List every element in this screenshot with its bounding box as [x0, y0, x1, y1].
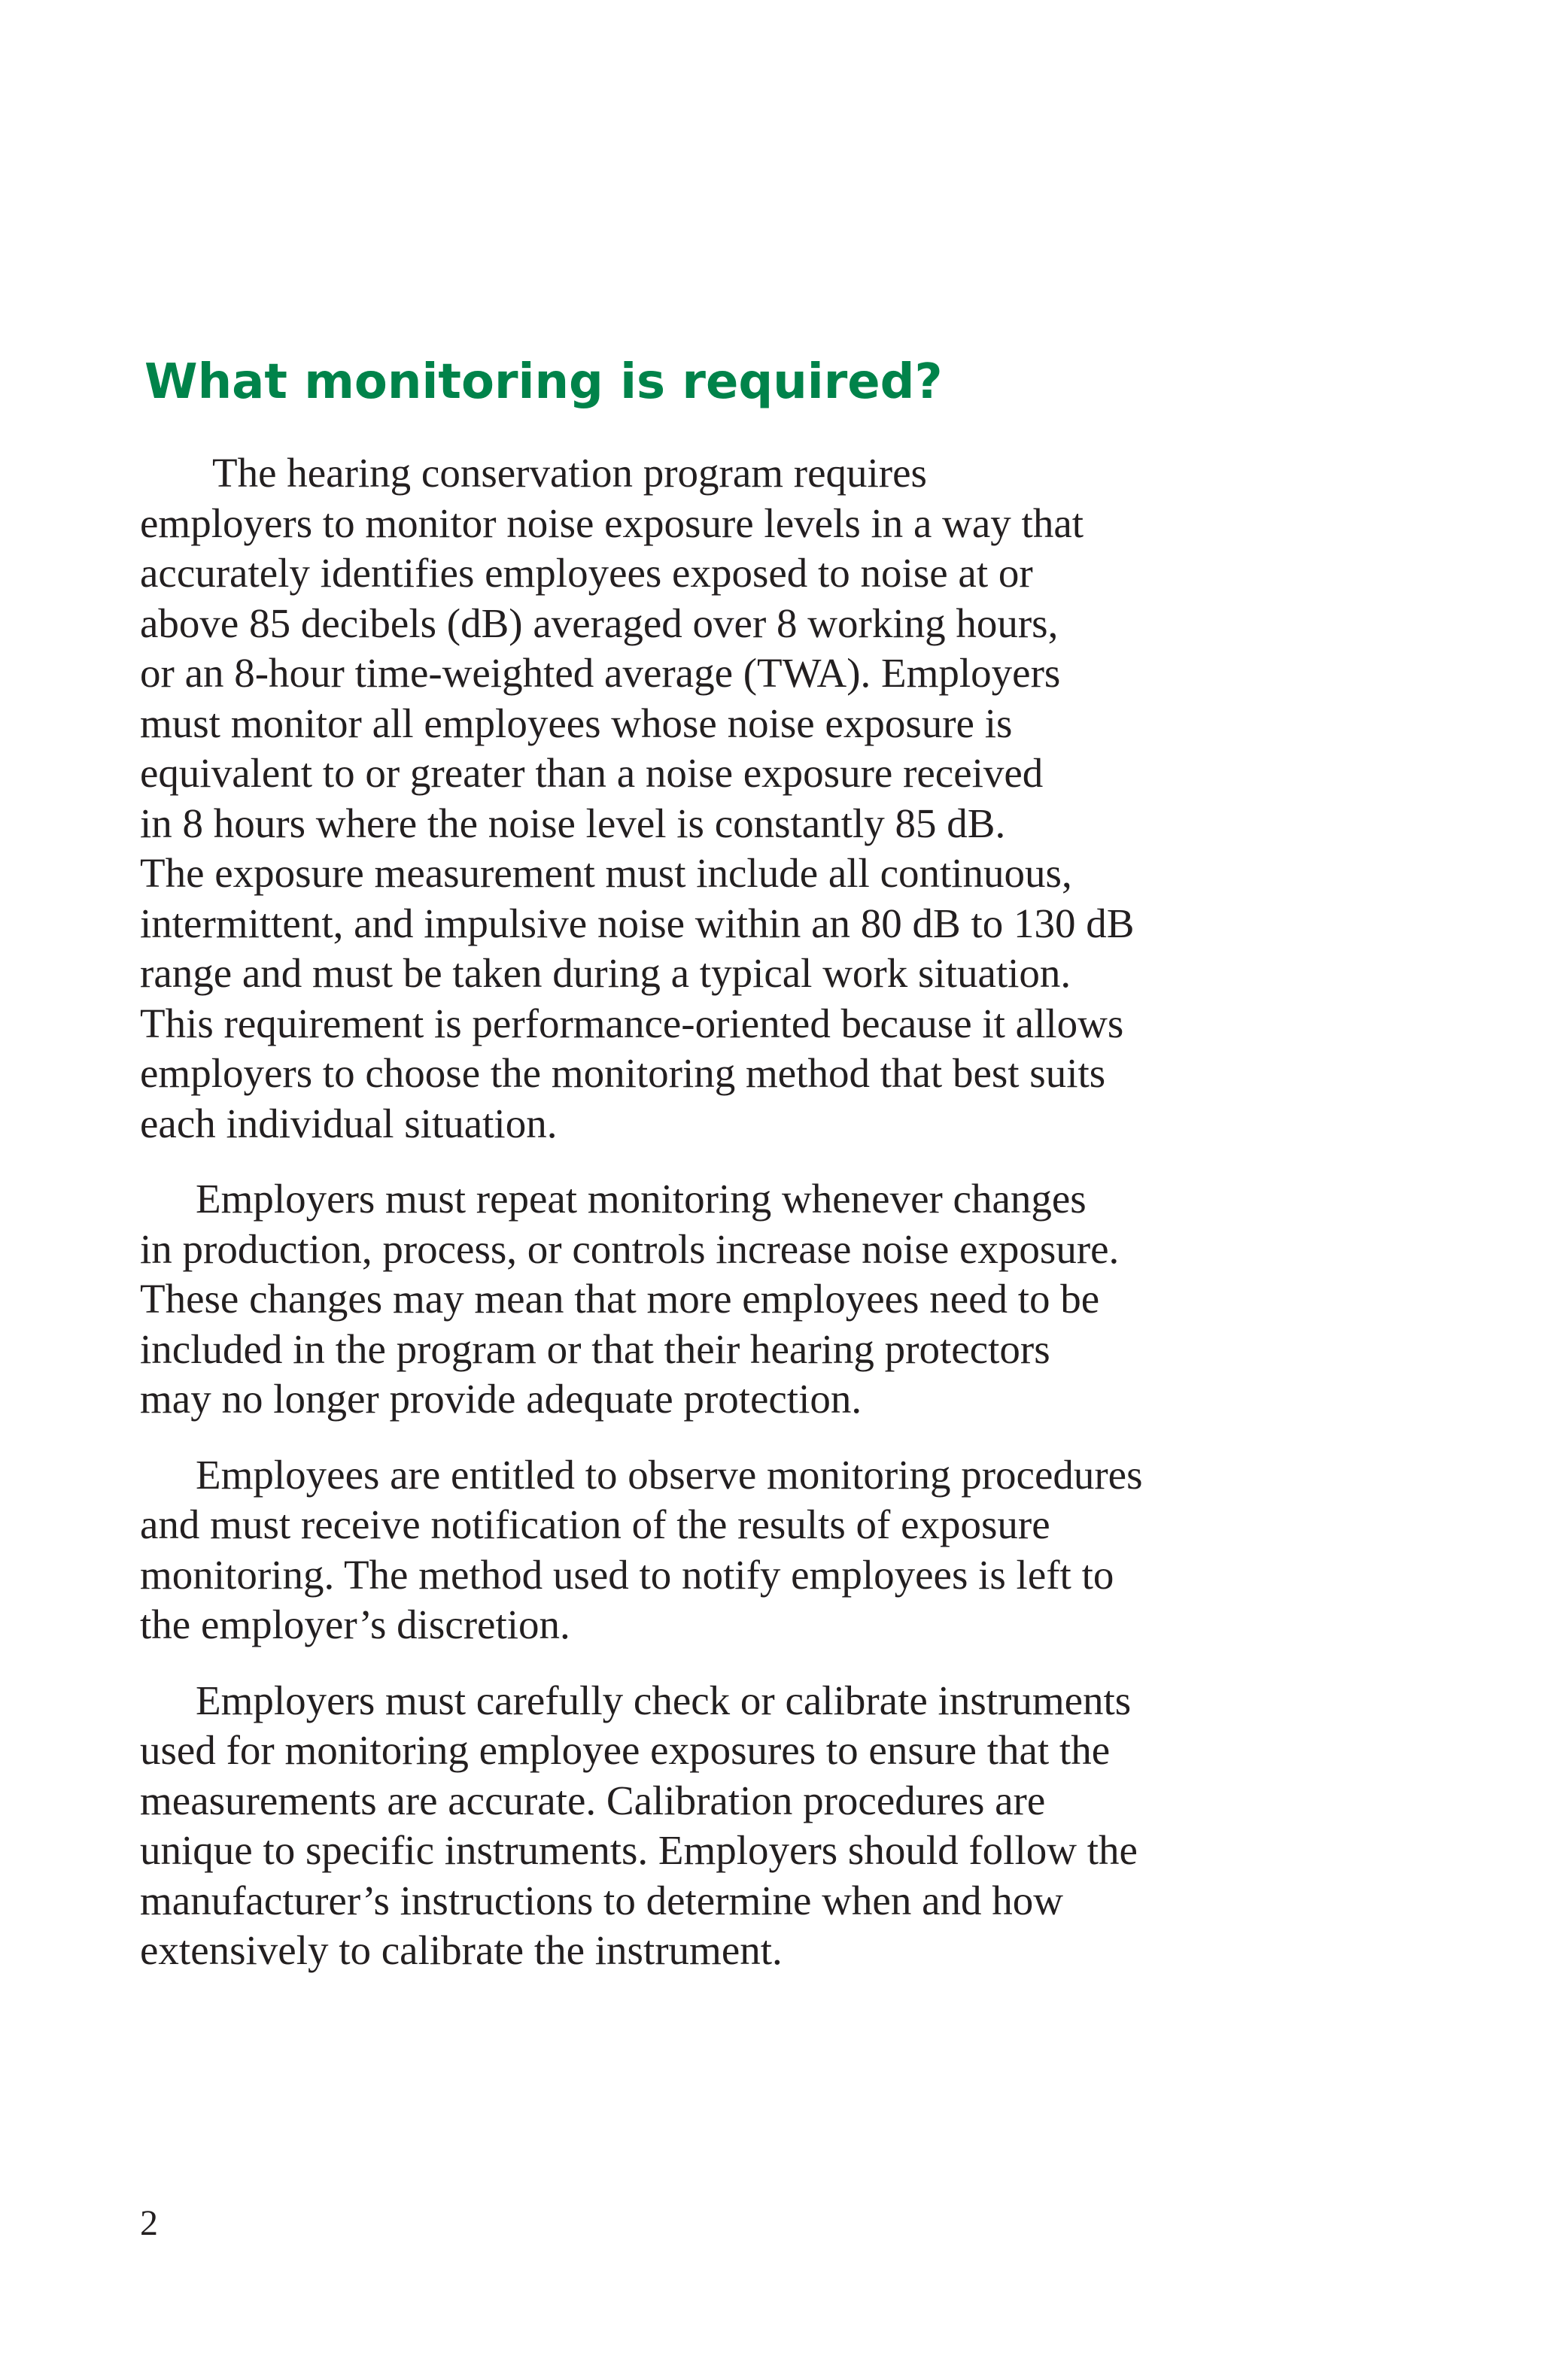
text-line: This requirement is performance-oriented because it allows: [140, 1000, 1124, 1046]
text-line: above 85 decibels (dB) averaged over 8 working hours,: [140, 600, 1059, 646]
text-line: The exposure measurement must include all continuous,: [140, 850, 1072, 896]
text-line: employers to monitor noise exposure levels in a way that: [140, 499, 1084, 546]
paragraph-2: [140, 1174, 1269, 1425]
body-text: [140, 448, 1269, 2002]
text-line: used for monitoring employee exposures to ensure that the: [140, 1727, 1111, 1773]
text-line: in production, process, or controls increase noise exposure.: [140, 1225, 1120, 1272]
text-line: measurements are accurate. Calibration procedures are: [140, 1777, 1046, 1823]
page-number: 2: [140, 2203, 158, 2243]
text-line: the employer’s discretion.: [140, 1601, 570, 1647]
text-line: Employers must repeat monitoring whenever changes: [196, 1176, 1087, 1222]
section-heading: What monitoring is required?: [144, 354, 943, 410]
text-line: intermittent, and impulsive noise within an 80 dB to 130 dB: [140, 900, 1135, 946]
text-line: each individual situation.: [140, 1100, 558, 1146]
text-line: The hearing conservation program requires: [212, 450, 927, 496]
text-line: included in the program or that their hearing protectors: [140, 1325, 1050, 1372]
text-line: may no longer provide adequate protection.: [140, 1376, 862, 1422]
text-line: range and must be taken during a typical work situation.: [140, 950, 1071, 996]
paragraph-1: [140, 448, 1269, 1149]
text-line: accurately identifies employees exposed to noise at or: [140, 550, 1033, 596]
text-line: employers to choose the monitoring method that best suits: [140, 1050, 1106, 1096]
text-line: Employees are entitled to observe monitoring procedures: [196, 1451, 1143, 1498]
text-line: must monitor all employees whose noise exposure is: [140, 700, 1013, 746]
paragraph-4: [140, 1676, 1269, 1976]
text-line: extensively to calibrate the instrument.: [140, 1927, 783, 1973]
text-line: or an 8-hour time-weighted average (TWA). Employers: [140, 650, 1061, 696]
text-line: manufacturer’s instructions to determine when and how: [140, 1877, 1063, 1923]
text-line: These changes may mean that more employees need to be: [140, 1276, 1100, 1322]
paragraph-3: [140, 1450, 1269, 1650]
text-line: equivalent to or greater than a noise exposure received: [140, 750, 1044, 796]
text-line: Employers must carefully check or calibrate instruments: [196, 1677, 1132, 1723]
text-line: and must receive notification of the results of exposure: [140, 1501, 1050, 1547]
text-line: in 8 hours where the noise level is constantly 85 dB.: [140, 800, 1006, 846]
text-line: unique to specific instruments. Employers should follow the: [140, 1827, 1138, 1873]
text-line: monitoring. The method used to notify employees is left to: [140, 1551, 1114, 1598]
